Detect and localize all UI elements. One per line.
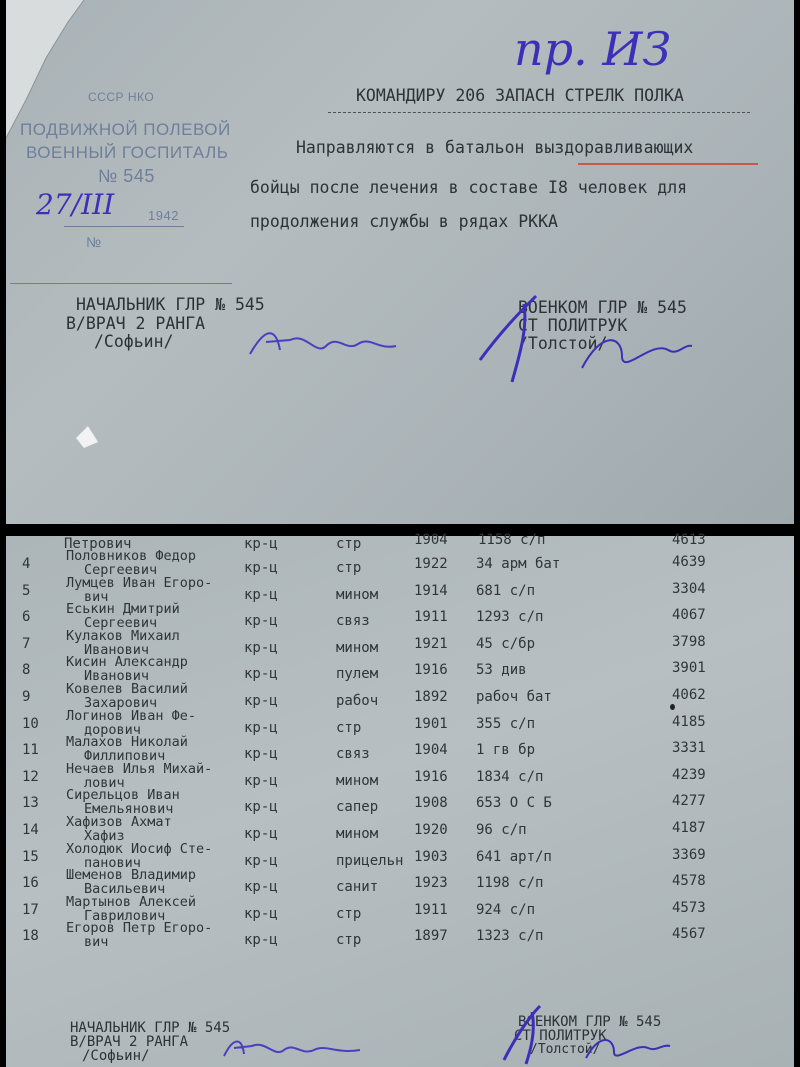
row-num: 3798	[672, 633, 706, 650]
list-row	[6, 920, 794, 951]
row-rank: кр-ц	[244, 879, 278, 896]
row-number: 9	[22, 689, 31, 705]
row-number: 12	[22, 768, 39, 785]
row-year: 1892	[414, 689, 448, 705]
row-unit: 1198 с/п	[476, 875, 544, 892]
row-name2: Емельянович	[84, 801, 174, 818]
row-name2: Сергеевич	[84, 615, 158, 632]
row-num: 4062	[672, 687, 706, 703]
row-name1: Мартынов Алексей	[66, 893, 197, 910]
row-spec: стр	[336, 719, 362, 736]
row-num: 3331	[672, 740, 706, 757]
list-left-signature-scribble	[220, 1030, 370, 1064]
row-spec: санит	[336, 879, 379, 896]
row-num: 4639	[672, 554, 706, 570]
list-left-sign-name: /Софьин/	[82, 1048, 150, 1064]
row-spec: рабоч	[336, 693, 379, 709]
row-year: 1911	[414, 901, 448, 918]
row-spec: мином	[336, 639, 379, 656]
row-year: 1911	[414, 609, 448, 626]
row-rank: кр-ц	[244, 905, 278, 922]
stamp-year: 1942	[148, 208, 179, 223]
row-unit: 1293 с/п	[476, 609, 544, 626]
row-name2: Иванович	[84, 641, 150, 658]
handwritten-corner-note: пр. ИЗ	[514, 22, 672, 76]
row-name1: Малахов Николай	[66, 734, 188, 751]
row-year: 1903	[414, 848, 448, 865]
row-rank: кр-ц	[244, 772, 278, 789]
row-num: 3369	[672, 846, 706, 863]
row-number: 11	[22, 742, 39, 759]
body-line-3: продолжения службы в рядах РККА	[250, 212, 558, 231]
stamp-no: №	[86, 234, 102, 250]
row-unit: 924 с/п	[476, 901, 536, 918]
row-name1: Лумцев Иван Егоро-	[66, 574, 213, 591]
row-name1: Половников Федор	[66, 548, 197, 564]
row-unit: 1158 с/п	[478, 532, 546, 548]
punch-hole	[74, 424, 100, 450]
row-unit: 96 с/п	[476, 822, 527, 838]
list-row	[6, 708, 794, 736]
row-rank: кр-ц	[244, 536, 278, 552]
right-sign-rank: СТ ПОЛИТРУК	[518, 316, 628, 335]
row-name2: Гаврилович	[84, 907, 166, 924]
body-line-1: Направляются в батальон выздоравливающих	[296, 138, 694, 157]
row-year: 1916	[414, 662, 448, 679]
row-name2: вич	[84, 934, 109, 951]
row-number: 13	[22, 795, 39, 812]
row-year: 1904	[414, 742, 448, 759]
row-name1: Ковелев Василий	[66, 681, 188, 697]
list-row	[6, 628, 794, 656]
left-sign-rank: В/ВРАЧ 2 РАНГА	[66, 314, 206, 333]
handwritten-date: 27/III	[36, 188, 115, 221]
left-sign-title: НАЧАЛЬНИК ГЛР № 545	[76, 295, 265, 314]
row-spec: пулем	[336, 666, 379, 683]
row-name2: Филлипович	[84, 748, 166, 765]
row-rank: кр-ц	[244, 826, 278, 842]
stamp-line2: ПОДВИЖНОЙ ПОЛЕВОЙ	[20, 120, 231, 139]
row-num: 3901	[672, 660, 706, 677]
body-line-2: бойцы после лечения в составе I8 человек для	[250, 178, 688, 197]
stamp-number: № 545	[98, 166, 155, 186]
row-year: 1897	[414, 928, 448, 945]
row-year: 1901	[414, 715, 448, 732]
list-row	[6, 841, 794, 869]
row-name1: Кисин Александр	[66, 654, 188, 671]
row-unit: 1323 с/п	[476, 928, 544, 945]
row-number: 5	[22, 582, 31, 599]
stamp-rule	[64, 226, 184, 227]
row-rank: кр-ц	[244, 586, 278, 603]
row-rank: кр-ц	[244, 799, 278, 816]
list-right-sign-rank: СТ ПОЛИТРУК	[514, 1028, 607, 1044]
row-spec: стр	[336, 905, 362, 922]
row-spec: стр	[336, 560, 362, 576]
row-rank: кр-ц	[244, 852, 278, 869]
row-num: 3304	[672, 580, 706, 597]
row-name2: Петрович	[64, 536, 132, 552]
row-year: 1916	[414, 768, 448, 785]
row-num: 4067	[672, 607, 706, 624]
row-spec: сапер	[336, 799, 379, 816]
row-num: 4239	[672, 766, 706, 783]
row-year: 1908	[414, 795, 448, 812]
row-name2: Васильевич	[84, 881, 166, 898]
row-unit: 1 гв бр	[476, 742, 536, 759]
row-number: 15	[22, 848, 39, 865]
list-row	[6, 575, 794, 603]
list-row	[6, 681, 794, 709]
row-year: 1921	[414, 635, 448, 652]
list-row	[6, 814, 794, 842]
row-rank: кр-ц	[244, 560, 278, 576]
row-unit: 34 арм бат	[476, 556, 561, 572]
right-signature-scribble	[472, 290, 702, 390]
row-unit: рабоч бат	[476, 689, 552, 705]
row-unit: 1834 с/п	[476, 768, 544, 785]
row-num: 4578	[672, 873, 706, 890]
row-year: 1922	[414, 556, 448, 572]
personnel-list-sheet	[6, 532, 794, 1067]
list-row	[6, 894, 794, 922]
list-row	[6, 654, 794, 685]
row-name2: Хафиз	[84, 828, 125, 844]
row-spec: стр	[336, 536, 362, 552]
highlight-underline	[578, 163, 758, 165]
row-spec: мином	[336, 586, 379, 603]
row-name1: Егоров Петр Егоро-	[66, 920, 213, 937]
row-num: 4187	[672, 820, 706, 836]
row-name2: Иванович	[84, 668, 150, 685]
row-number: 10	[22, 715, 39, 732]
row-unit: 653 О С Б	[476, 795, 552, 812]
row-number: 8	[22, 662, 31, 679]
row-spec: мином	[336, 772, 379, 789]
right-sign-title: ВОЕНКОМ ГЛР № 545	[518, 298, 687, 317]
addressee-underline	[328, 112, 750, 113]
row-name2: Захарович	[84, 695, 158, 711]
row-unit: 681 с/п	[476, 582, 536, 599]
row-rank: кр-ц	[244, 613, 278, 630]
row-name2: панович	[84, 854, 141, 871]
cover-letter-sheet	[6, 0, 794, 524]
stamp-line1: СССР НКО	[88, 90, 155, 104]
list-right-signature-scribble	[496, 1002, 676, 1066]
row-name1: Нечаев Илья Михай-	[66, 760, 213, 777]
row-number: 18	[22, 928, 39, 945]
row-unit: 641 арт/п	[476, 848, 552, 865]
list-left-sign-rank: В/ВРАЧ 2 РАНГА	[70, 1034, 189, 1050]
row-name1: Кулаков Михаил	[66, 627, 180, 644]
row-name1: Холодюк Иосиф Сте-	[66, 840, 213, 857]
ink-dot	[670, 704, 675, 710]
list-row	[6, 601, 794, 632]
row-number: 4	[22, 556, 31, 572]
row-name2: вич	[84, 588, 109, 605]
row-number: 16	[22, 875, 39, 892]
row-name1: Логинов Иван Фе-	[66, 707, 197, 724]
row-name2: дорович	[84, 721, 141, 738]
list-row	[6, 787, 794, 818]
row-unit: 53 див	[476, 662, 527, 679]
row-number: 6	[22, 609, 31, 626]
row-num: 4567	[672, 926, 706, 943]
left-signature-scribble	[246, 316, 406, 366]
row-num: 4573	[672, 899, 706, 916]
row-rank: кр-ц	[244, 666, 278, 683]
list-row	[6, 761, 794, 789]
row-year: 1904	[414, 532, 448, 548]
row-num: 4613	[672, 532, 706, 548]
row-rank: кр-ц	[244, 746, 278, 763]
row-rank: кр-ц	[244, 719, 278, 736]
row-name1: Хафизов Ахмат	[66, 814, 172, 830]
row-name1: Еськин Дмитрий	[66, 601, 180, 618]
row-num: 4185	[672, 713, 706, 730]
row-spec: прицельн	[336, 852, 404, 869]
list-row	[6, 734, 794, 765]
list-row	[6, 548, 794, 576]
row-spec: мином	[336, 826, 379, 842]
row-year: 1920	[414, 822, 448, 838]
row-year: 1923	[414, 875, 448, 892]
row-number: 7	[22, 635, 31, 652]
separator-line	[10, 283, 232, 284]
row-spec: связ	[336, 746, 370, 763]
row-spec: стр	[336, 932, 362, 949]
list-right-sign-title: ВОЕНКОМ ГЛР № 545	[518, 1014, 662, 1030]
row-name1: Шеменов Владимир	[66, 867, 197, 884]
list-right-sign-name: /Толстой/	[530, 1042, 601, 1057]
list-left-sign-title: НАЧАЛЬНИК ГЛР № 545	[70, 1020, 231, 1036]
row-name1: Сирельцов Иван	[66, 787, 180, 804]
right-sign-name: /Толстой/	[518, 334, 608, 353]
row-number: 14	[22, 822, 39, 838]
row-num: 4277	[672, 793, 706, 810]
row-unit: 45 с/бр	[476, 635, 536, 652]
row-number: 17	[22, 901, 39, 918]
row-year: 1914	[414, 582, 448, 599]
row-spec: связ	[336, 613, 370, 630]
row-unit: 355 с/п	[476, 715, 536, 732]
stamp-line3: ВОЕННЫЙ ГОСПИТАЛЬ	[26, 143, 229, 162]
row-rank: кр-ц	[244, 639, 278, 656]
left-sign-name: /Софьин/	[94, 332, 174, 351]
row-name2: Сергеевич	[84, 562, 158, 578]
row-rank: кр-ц	[244, 932, 278, 949]
list-row	[6, 867, 794, 898]
addressee: КОМАНДИРУ 206 ЗАПАСН СТРЕЛК ПОЛКА	[356, 86, 684, 105]
torn-corner	[6, 0, 96, 140]
row-name2: лович	[84, 774, 125, 791]
row-rank: кр-ц	[244, 693, 278, 709]
